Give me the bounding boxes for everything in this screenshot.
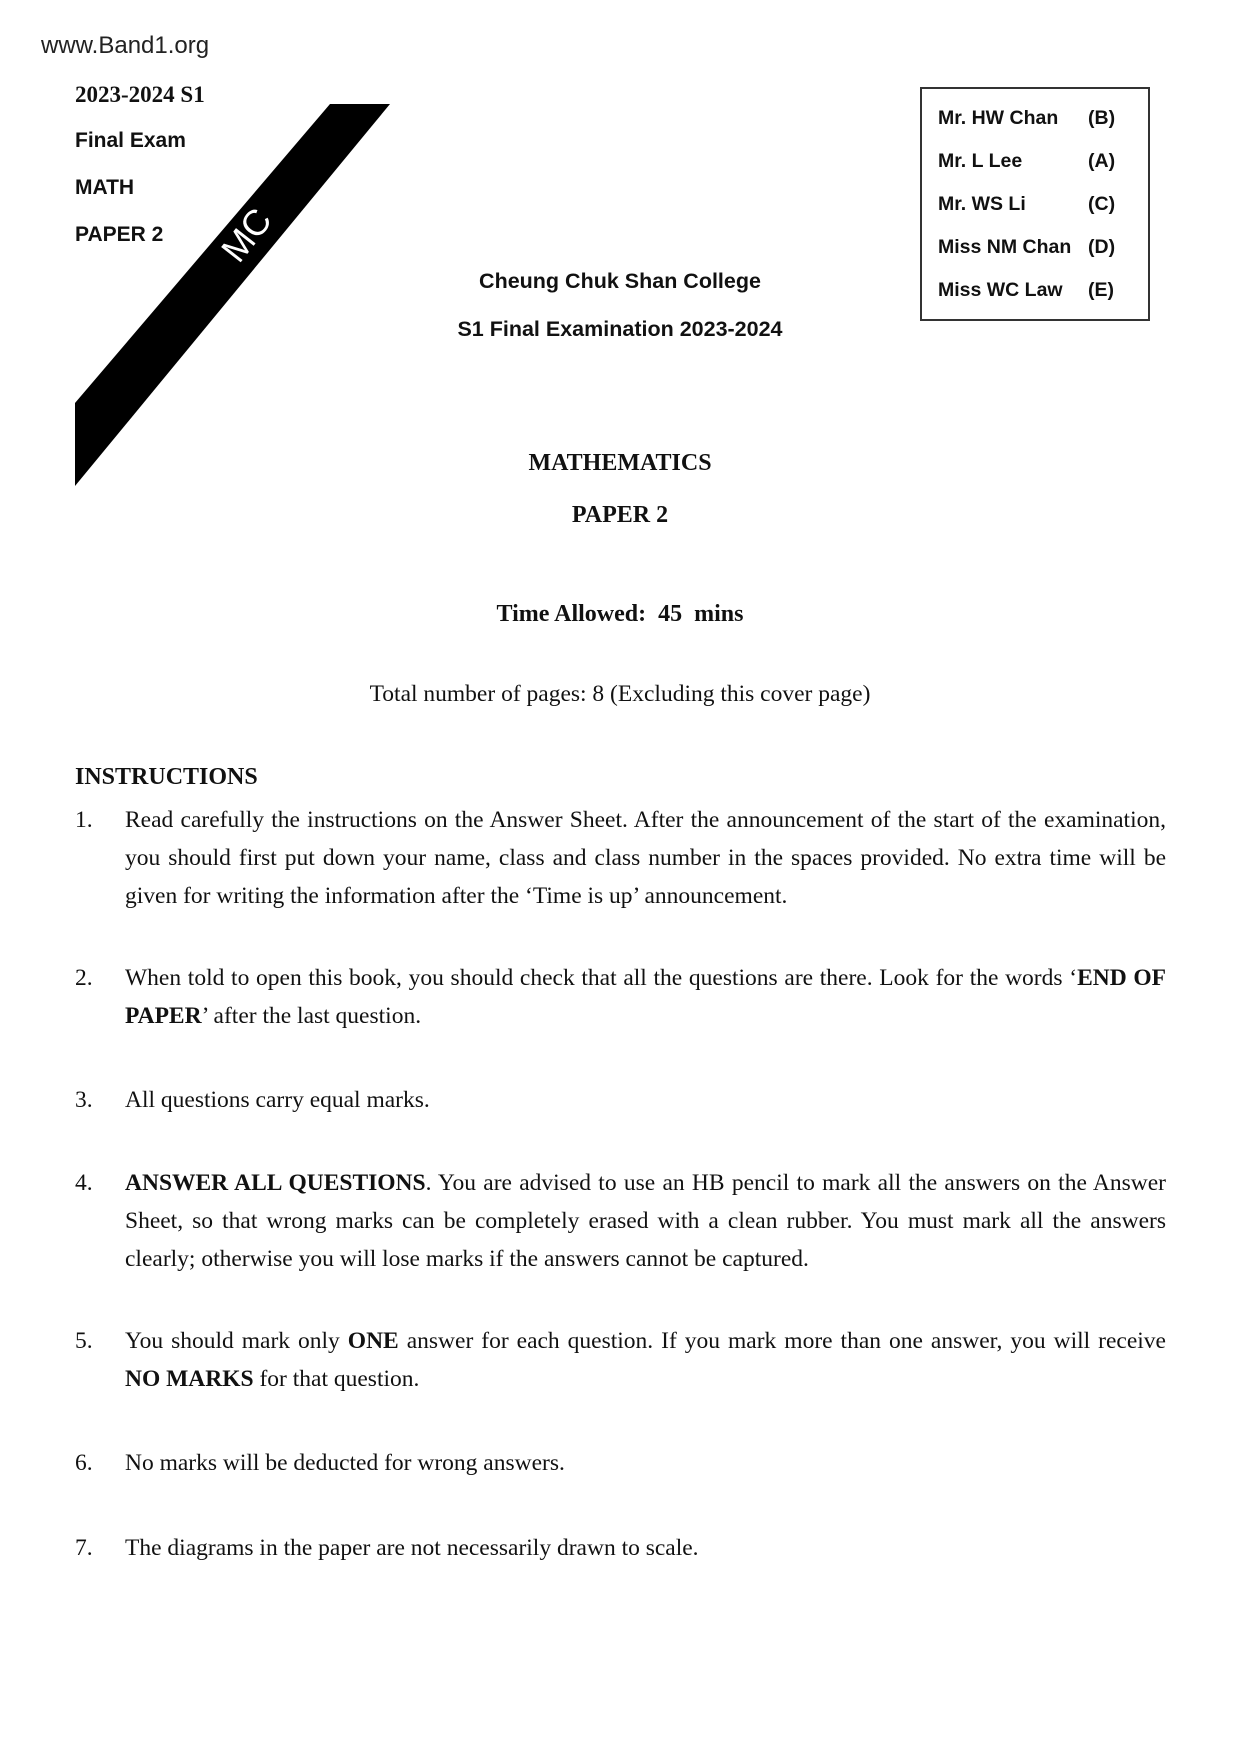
instruction-emphasis: NO MARKS [125, 1366, 254, 1392]
instruction-number: 4. [75, 1170, 93, 1196]
instruction-segment: The diagrams in the paper are not necessarily drawn to scale. [125, 1535, 699, 1561]
band-label: MC [212, 200, 280, 270]
teacher-code: (A) [1088, 150, 1116, 172]
instructions-heading: INSTRUCTIONS [75, 764, 258, 790]
instruction-text [125, 959, 1166, 1035]
instruction-text [125, 1322, 1166, 1398]
exam-title: S1 Final Examination 2023-2024 [457, 317, 783, 341]
watermark: www.Band1.org [41, 32, 210, 59]
instruction-item [75, 801, 1166, 915]
teacher-row [938, 193, 1116, 216]
teacher-row [938, 107, 1116, 130]
instruction-segment: for that question. [253, 1366, 420, 1392]
instruction-segment: ’ after the last question. [201, 1003, 422, 1029]
instruction-item [75, 1322, 1166, 1398]
instruction-item [75, 1444, 1166, 1482]
teacher-code: (D) [1088, 236, 1116, 258]
instruction-item [75, 959, 1166, 1035]
instruction-text [125, 1081, 1166, 1119]
instruction-text [125, 1529, 1166, 1567]
teacher-code: (B) [1088, 107, 1116, 129]
instruction-item [75, 1529, 1166, 1567]
instruction-segment: Read carefully the instructions on the Answer Sheet. After the announcement of the start of the examination, you should first put down your name, class and class number in the spaces provided. No extra time will be given for writing the information after the ‘Time is up’ announcement. [125, 807, 1166, 909]
instruction-number: 6. [75, 1450, 93, 1476]
instruction-emphasis: ANSWER ALL QUESTIONS [125, 1170, 426, 1196]
instruction-segment: You should mark only [125, 1328, 348, 1354]
teacher-name: Mr. L Lee [938, 150, 1023, 172]
instruction-item [75, 1164, 1166, 1278]
instruction-number: 1. [75, 807, 93, 833]
teacher-name: Mr. WS Li [938, 193, 1026, 215]
teacher-name: Miss NM Chan [938, 236, 1072, 258]
time-allowed: Time Allowed: 45 mins [496, 601, 744, 627]
instruction-number: 7. [75, 1535, 93, 1561]
teacher-row [938, 236, 1116, 259]
paper-title: PAPER 2 [571, 502, 669, 528]
instruction-text [125, 801, 1166, 915]
mc-diagonal-band [0, 0, 420, 500]
instruction-segment: answer for each question. If you mark more than one answer, you will receive [398, 1328, 1166, 1354]
instruction-emphasis: ONE [347, 1328, 399, 1354]
instruction-item [75, 1081, 1166, 1119]
header-year: 2023-2024 S1 [75, 82, 205, 107]
header-subject: MATH [75, 176, 135, 199]
total-pages: Total number of pages: 8 (Excluding this cover page) [369, 681, 871, 707]
teacher-name: Miss WC Law [938, 279, 1063, 301]
subject-title: MATHEMATICS [528, 450, 712, 476]
instruction-number: 5. [75, 1328, 93, 1354]
instruction-segment: All questions carry equal marks. [125, 1087, 430, 1113]
school-name: Cheung Chuk Shan College [479, 269, 761, 293]
teacher-code: (C) [1088, 193, 1116, 215]
teacher-name: Mr. HW Chan [938, 107, 1059, 129]
instruction-text [125, 1444, 1166, 1482]
instruction-text [125, 1164, 1166, 1278]
instruction-emphasis: END OF PAPER [125, 965, 1167, 1029]
teacher-code: (E) [1088, 279, 1114, 301]
instruction-segment: When told to open this book, you should check that all the questions are there. Look for the words ‘ [125, 965, 1078, 991]
teacher-row [938, 150, 1116, 173]
instruction-segment: No marks will be deducted for wrong answers. [125, 1450, 565, 1476]
header-exam: Final Exam [75, 129, 186, 152]
header-paper: PAPER 2 [75, 223, 164, 246]
instruction-number: 2. [75, 965, 93, 991]
instruction-segment: . You are advised to use an HB pencil to mark all the answers on the Answer Sheet, so that wrong marks can be completely erased with a clean rubber. You must mark all the answers clearly; otherwise you will lose marks if the answers cannot be captured. [125, 1170, 1166, 1272]
instruction-number: 3. [75, 1087, 93, 1113]
